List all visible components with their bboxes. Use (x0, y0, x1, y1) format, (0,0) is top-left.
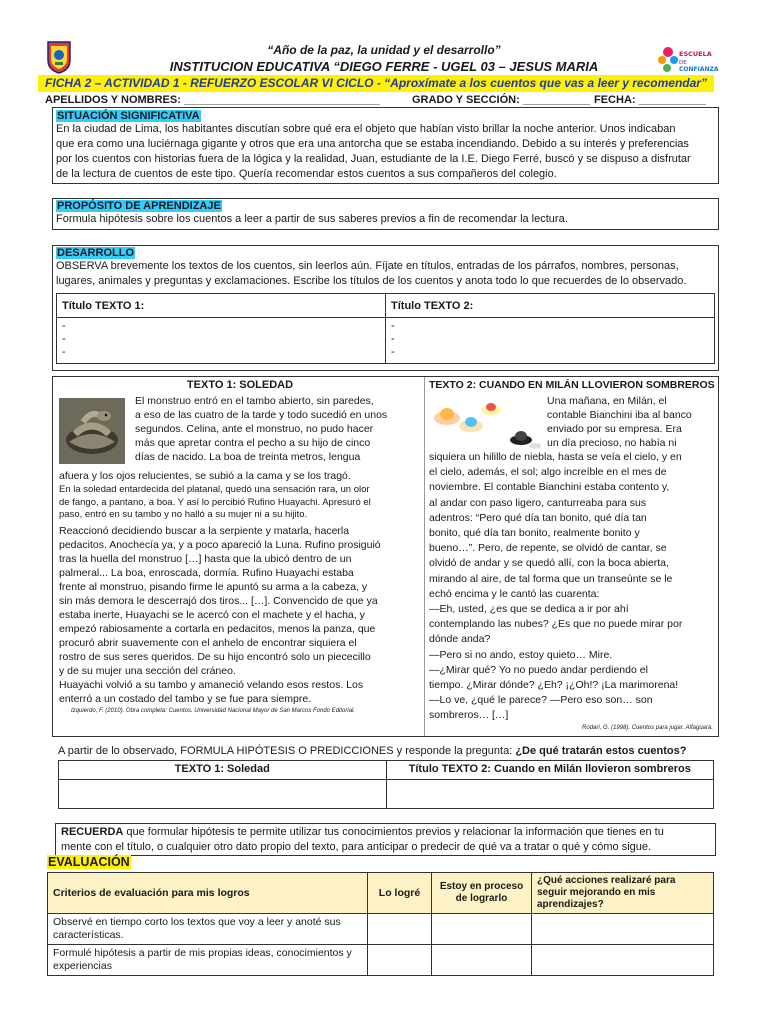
eval-logre-cell[interactable] (368, 914, 432, 945)
texto1-line: días de nacido. La boa de treinta metros, lengua (135, 451, 361, 463)
eval-proceso-cell[interactable] (432, 945, 532, 976)
recuerda-text: que formular hipótesis te permite utilizar tus conocimientos previos y relacionar la información que tienes en tu (123, 826, 664, 838)
texto1-line: sin más demora le descerrajó dos tiros... […]. Convencido de que ya (59, 594, 378, 607)
hipotesis-texto2-answer[interactable] (386, 780, 714, 809)
texto1-column (59, 379, 421, 715)
eval-criterion: Observé en tiempo corto los textos que voy a leer y anoté sus características. (48, 914, 368, 945)
desarrollo-section (52, 245, 719, 371)
evaluacion-table (47, 872, 714, 976)
texto2-line: sombreros… […] (429, 709, 509, 722)
texto2-line: bonito, qué día tan bonito, realmente bonito y (429, 527, 640, 540)
note-dash: - (62, 320, 66, 332)
notes-texto2-cell[interactable] (386, 318, 715, 364)
texto1-line: más que apretar contra el pecho a su hijo de cinco (135, 437, 371, 449)
texto2-line: dónde anda? (429, 633, 491, 646)
desarrollo-line: lugares, animales y preguntas y exclamaciones. Escribe los títulos de los cuentos y anota todo lo que recuerdes de lo observado. (56, 275, 687, 287)
proposito-text: Formula hipótesis sobre los cuentos a leer a partir de sus saberes previos a fin de recomendar la lectura. (56, 213, 568, 225)
eval-criteria-header: Criterios de evaluación para mis logros (48, 873, 368, 914)
texto1-line: pedacitos. Anochecía ya, y a poco apareció la Luna. Rufino prosiguió (59, 538, 381, 551)
situacion-line: de la lectura de cuentos de este tipo. Quería recomendar estos cuentos a sus compañeros del colegio. (56, 168, 557, 180)
hipotesis-prompt (58, 745, 686, 757)
snake-illustration (59, 398, 125, 464)
texto2-line: al andar con paso ligero, canturreaba para sus (429, 496, 647, 509)
note-dash: - (391, 333, 395, 345)
texto1-line: estaba inerte, Huayachi se le acercó con el machete y el hacha, y (59, 608, 365, 621)
hipotesis-texto1-header: TEXTO 1: Soledad (59, 761, 387, 780)
texto1-line: Reaccionó decidiendo buscar a la serpiente y matarla, hacerla (59, 524, 350, 537)
note-dash: - (62, 333, 66, 345)
names-field[interactable]: APELLIDOS Y NOMBRES: ________________________________ (45, 94, 380, 106)
eval-criterion: Formulé hipótesis a partir de mis propias ideas, conocimientos y experiencias (48, 945, 368, 976)
note-dash: - (391, 346, 395, 358)
texto1-line: de fango, a pantano, a boa. Y así lo percibió Rufino Huayachi. Apresuró el (59, 496, 371, 508)
texto2-line: un día precioso, no había ni (547, 437, 677, 449)
eval-proceso-cell[interactable] (432, 914, 532, 945)
recuerda-lead: RECUERDA (61, 826, 124, 838)
texto2-line: —¿Mirar qué? Yo no puedo andar perdiendo el (429, 663, 648, 676)
hipotesis-question: ¿De qué tratarán estos cuentos? (515, 745, 687, 757)
texto2-line: echó encima y le cantó las cuarenta: (429, 587, 600, 600)
notes-texto1-cell[interactable] (57, 318, 386, 364)
evaluacion-heading: EVALUACIÓN (48, 855, 130, 869)
texto1-citation: Izquierdo, F. (2010). Obra completa: Cuentos. Universidad Nacional Mayor de San Marcos Fondo Editorial. (71, 707, 356, 714)
date-field[interactable]: FECHA: ___________ (594, 94, 706, 106)
texto1-line: tras la huella del monstruo […] hasta que la ubicó dentro de un (59, 552, 352, 565)
texto2-line: mirando al aire, de tal forma que un transeúnte se le (429, 572, 673, 585)
desarrollo-heading: DESARROLLO (57, 247, 134, 259)
situacion-line: En la ciudad de Lima, los habitantes discutían sobre qué era el objeto que habían visto brillar la noche anterior. Unos indicaban (56, 123, 676, 135)
hipotesis-texto2-header: Título TEXTO 2: Cuando en Milán llovieron sombreros (386, 761, 714, 780)
eval-logre-cell[interactable] (368, 945, 432, 976)
texto2-line: tiempo. ¿Mirar dónde? ¿Eh? ¡¿Oh!? ¡La marimorena! (429, 679, 679, 692)
texto1-line: procuró abrir suavemente con el anhelo de encontrar siquiera el (59, 636, 357, 649)
hipotesis-texto1-answer[interactable] (59, 780, 387, 809)
titles-table (56, 293, 715, 364)
recuerda-box (55, 823, 716, 856)
activity-title-banner: FICHA 2 – ACTIVIDAD 1 - REFUERZO ESCOLAR VI CICLO - “Aproxímate a los cuentos que vas a leer y recomendar” (38, 75, 714, 92)
texto2-line: el cielo, además, el sol; algo increíble en el mes de (429, 466, 667, 479)
texto2-line: —Pero si no ando, estoy quieto… Mire. (429, 648, 613, 661)
motto: “Año de la paz, la unidad y el desarrollo” (267, 43, 501, 57)
texto1-line: Huayachi volvió a su tambo y amaneció velando esos restos. Los (59, 678, 364, 691)
recuerda-text: mente con el título, o cualquier otro dato propio del texto, para anticipar o predecir de qué va a tratar o qué y cómo sigue. (61, 841, 652, 853)
note-dash: - (391, 320, 395, 332)
hats-illustration (429, 396, 541, 450)
texto1-line: rostro de sus seres queridos. De su hijo encontró solo un piececillo (59, 650, 371, 663)
eval-proceso-header: Estoy en proceso de lograrlo (432, 873, 532, 914)
situacion-line: que era como una luciérnaga gigante y otros que era una antorcha que se estaba incendiando. Debido a su interés y preferencias (56, 138, 689, 150)
texto1-line: frente al monstruo, pisando firme le apuntó su arma a la cabeza, y (59, 580, 368, 593)
situacion-line: por los cuentos con historias fuera de la lógica y la realidad, Juan, estudiante de la I.E. Diego Ferré, buscó y se dispuso a disfrutar (56, 153, 691, 165)
texto2-line: enviado por su empresa. Era (547, 423, 682, 435)
texto2-line: contable Bianchini iba al banco (547, 409, 692, 421)
texto2-line: adentros: “Pero qué día tan bonito, qué día tan (429, 511, 647, 524)
texto1-line: El monstruo entró en el tambo abierto, sin paredes, (135, 395, 374, 407)
hipotesis-prompt-lead: A partir de lo observado, FORMULA HIPÓTESIS O PREDICCIONES y responde la pregunta: (58, 745, 516, 757)
titulo-texto2-label: Título TEXTO 2: (386, 294, 715, 318)
texto1-line: enterró a un costado del tambo y se fue para siempre. (59, 692, 312, 705)
texto2-line: —Eh, usted, ¿es que se dedica a ir por ahí (429, 603, 629, 616)
situacion-heading: SITUACIÓN SIGNIFICATIVA (57, 110, 200, 122)
texto1-line: segundos. Celina, ante el monstruo, no pudo hacer (135, 423, 374, 435)
desarrollo-line: OBSERVA brevemente los textos de los cuentos, sin leerlos aún. Fíjate en títulos, entradas de los párrafos, nombres, personas, (56, 260, 679, 272)
institution-title: INSTITUCION EDUCATIVA “DIEGO FERRE - UGEL 03 – JESUS MARIA (169, 59, 599, 74)
eval-acciones-cell[interactable] (532, 914, 714, 945)
proposito-section (52, 198, 719, 230)
texto2-line: Una mañana, en Milán, el (547, 395, 667, 407)
escuela-confianza-logo (655, 42, 719, 76)
svg-text:ESCUELA: ESCUELA (679, 50, 712, 58)
svg-text:DE: DE (679, 60, 687, 66)
eval-acciones-header: ¿Qué acciones realizaré para seguir mejorando en mis aprendizajes? (532, 873, 714, 914)
eval-logre-header: Lo logré (368, 873, 432, 914)
evaluacion-heading-wrap (47, 855, 131, 869)
proposito-heading: PROPÓSITO DE APRENDIZAJE (57, 200, 221, 212)
texto2-citation: Rodari, G. (1998). Cuentos para jugar. Alfaguara. (582, 724, 713, 731)
situacion-section (52, 107, 719, 184)
hipotesis-table (58, 760, 714, 809)
texto2-line: —Lo ve, ¿qué le parece? —Pero eso son… son (429, 694, 653, 707)
reading-texts-box (52, 376, 719, 737)
grade-field[interactable]: GRADO Y SECCIÓN: ___________ (412, 94, 591, 106)
texto2-line: noviembre. El contable Bianchini estaba contento y, (429, 481, 670, 494)
texto1-line: En la soledad entardecida del platanal, quedó una sensación rara, un olor (59, 484, 370, 495)
texto2-line: olvidó de andar y se quedó allí, con la boca abierta, (429, 557, 669, 570)
texto1-line: y de su mujer una sección del cráneo. (59, 664, 236, 677)
texto1-line: a eso de las cuatro de la tarde y todo sucedió en unos (135, 409, 388, 421)
texto2-line: siquiera un hilillo de niebla, hasta se veía el cielo, y en (429, 451, 682, 463)
texto2-column (429, 379, 713, 732)
column-divider (424, 377, 425, 736)
texto1-line: afuera y los ojos relucientes, se subió a la cama y se los tragó. (59, 470, 351, 482)
texto2-line: bueno…”. Pero, de repente, se olvidó de cantar, se (429, 542, 667, 555)
texto1-line: empezó rabiosamente a cortarla en pedacitos, menos la panza, que (59, 622, 376, 635)
eval-acciones-cell[interactable] (532, 945, 714, 976)
note-dash: - (62, 346, 66, 358)
titulo-texto1-label: Título TEXTO 1: (57, 294, 386, 318)
texto1-line: paso, entró en su tambo y no halló a su mujer ni a su hijito. (59, 509, 308, 520)
texto2-title: TEXTO 2: CUANDO EN MILÁN LLOVIERON SOMBREROS (429, 379, 715, 391)
texto1-title: TEXTO 1: SOLEDAD (186, 379, 294, 391)
texto2-line: contemplando las nubes? ¿Es que no puede mirar por (429, 618, 683, 631)
svg-text:CONFIANZA: CONFIANZA (679, 66, 719, 73)
texto1-line: palmeral... La boa, enroscada, dormía. Rufino Huayachi estaba (59, 566, 354, 579)
